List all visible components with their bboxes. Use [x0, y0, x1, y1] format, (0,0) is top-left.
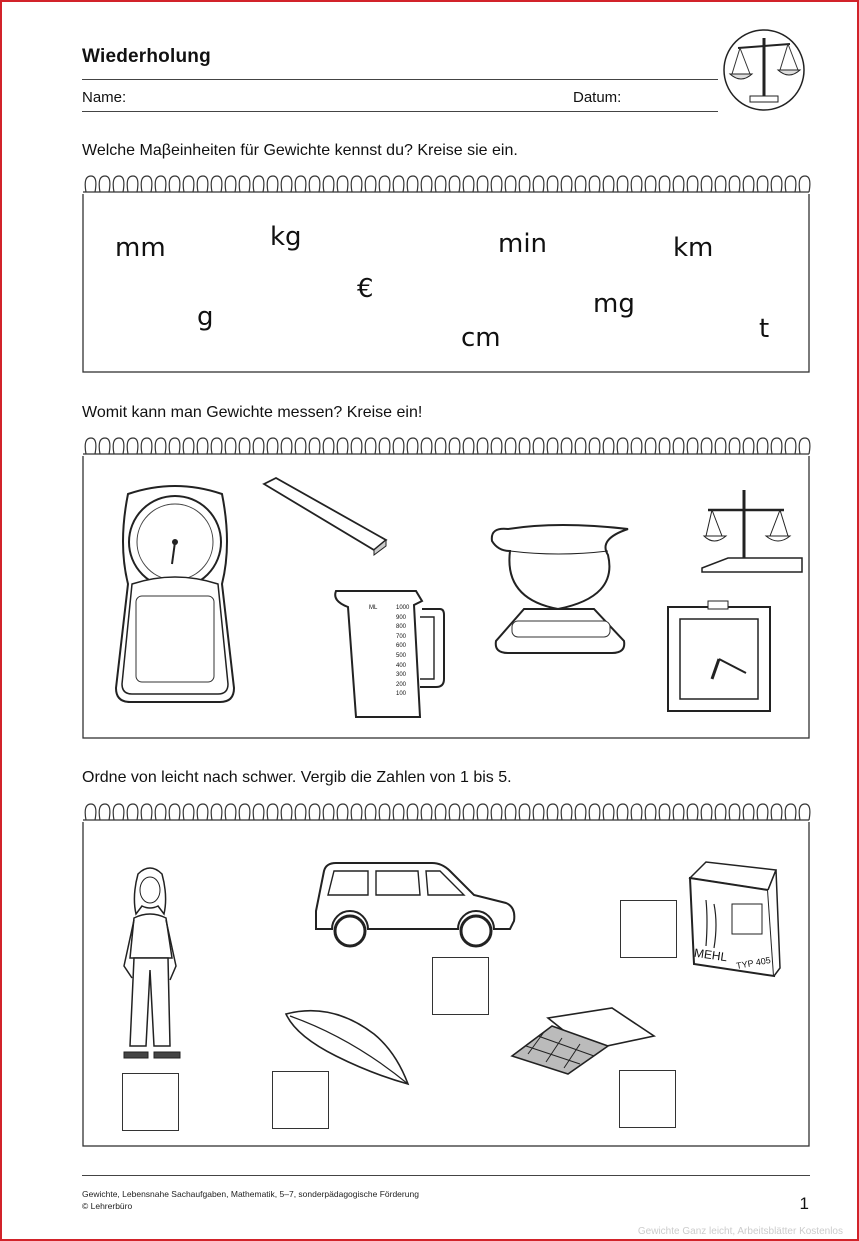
unit-t[interactable]: t — [759, 314, 770, 344]
name-rule — [82, 111, 718, 112]
car-icon — [310, 857, 520, 949]
task1-notepad — [80, 172, 812, 376]
jug-label: 300 — [396, 672, 407, 679]
unit-mm[interactable]: mm — [115, 233, 166, 263]
jug-label: 200 — [396, 681, 407, 688]
jug-label: 400 — [396, 662, 407, 669]
unit-cm[interactable]: cm — [461, 323, 501, 353]
flour-label-typ: TYP 405 — [735, 955, 772, 971]
name-label: Name: — [82, 89, 127, 106]
answer-box-feder[interactable] — [272, 1071, 329, 1129]
kitchen-scale-icon[interactable] — [488, 517, 634, 657]
date-label: Datum: — [573, 89, 622, 106]
jug-label: 1000 — [396, 605, 410, 611]
bathroom-scale-icon[interactable] — [110, 484, 240, 706]
unit-km[interactable]: km — [673, 233, 714, 263]
balance-scale-icon[interactable] — [698, 486, 806, 576]
unit-kg[interactable]: kg — [270, 222, 302, 252]
clock-icon[interactable] — [666, 599, 772, 713]
jug-label: 800 — [396, 624, 407, 631]
page-title: Wiederholung — [82, 46, 211, 67]
task3-instruction: Ordne von leicht nach schwer. Vergib die Zahlen von 1 bis 5. — [82, 769, 512, 786]
girl-icon — [120, 866, 192, 1062]
chocolate-bar-icon — [508, 1006, 658, 1076]
jug-label: 500 — [396, 652, 407, 659]
ruler-icon[interactable] — [260, 476, 390, 556]
title-rule — [82, 79, 718, 80]
unit-mg[interactable]: mg — [593, 289, 635, 319]
jug-label-ml: ML — [369, 605, 378, 611]
balance-scale-logo-icon — [722, 28, 806, 112]
answer-box-schokolade[interactable] — [619, 1070, 676, 1128]
task2-instruction: Womit kann man Gewichte messen? Kreise ein! — [82, 404, 423, 421]
jug-label: 600 — [396, 643, 407, 650]
jug-label: 700 — [396, 633, 407, 640]
unit-min[interactable]: min — [498, 229, 548, 259]
jug-label: 900 — [396, 614, 407, 621]
page-number: 1 — [799, 1194, 809, 1213]
answer-box-maedchen[interactable] — [122, 1073, 179, 1131]
watermark: Gewichte Ganz leicht, Arbeitsblätter Kostenlos — [637, 1226, 843, 1237]
jug-scale — [369, 604, 412, 714]
answer-box-auto[interactable] — [432, 957, 489, 1015]
footer-rule — [82, 1175, 810, 1176]
task1-instruction: Welche Maβeinheiten für Gewichte kennst du? Kreise sie ein. — [82, 142, 518, 159]
flour-label-mehl: MEHL — [693, 945, 729, 965]
jug-label: 100 — [396, 691, 407, 698]
footer-line2: © Lehrerbüro — [82, 1201, 133, 1211]
unit-euro[interactable]: € — [357, 274, 374, 304]
unit-g[interactable]: g — [197, 302, 214, 332]
footer-line1: Gewichte, Lebensnahe Sachaufgaben, Mathematik, 5–7, sonderpädagogische Förderung — [82, 1189, 419, 1199]
answer-box-mehl[interactable] — [620, 900, 677, 958]
